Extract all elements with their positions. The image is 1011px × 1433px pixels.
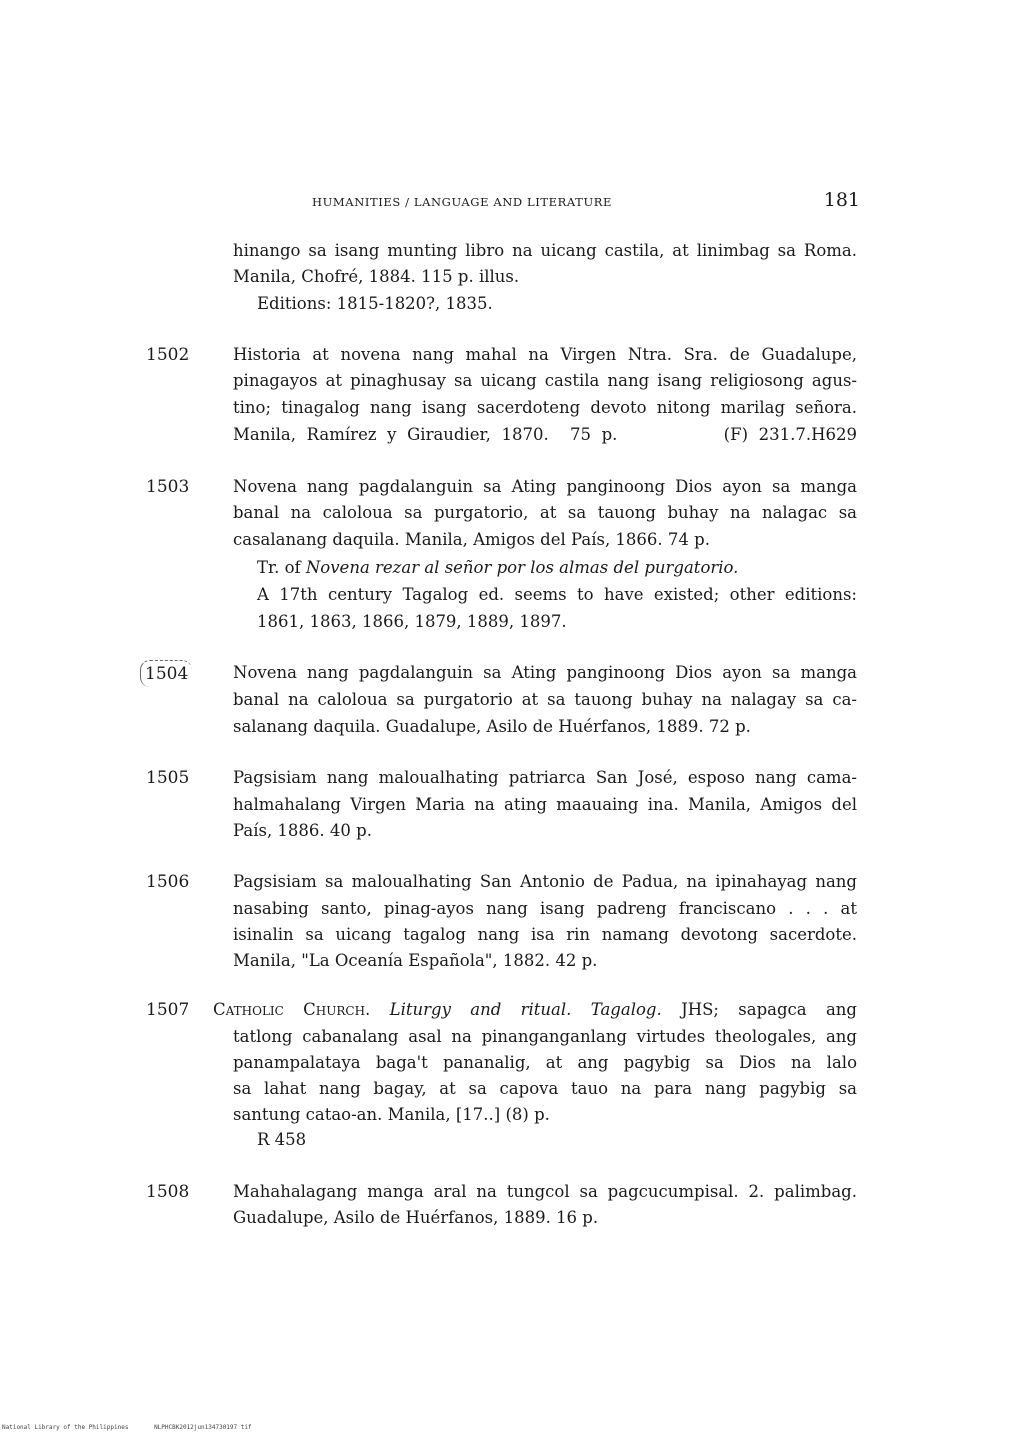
translation-prefix: Tr. of [257,558,306,577]
entry-line: Manila, Ramírez y Giraudier, 1870. 75 p. (F) 231.7.H629 [233,425,857,444]
entry-line: tino; tinagalog nang isang sacerdoteng devoto nitong marilag señora. [233,398,857,417]
entry-note: 1861, 1863, 1866, 1879, 1889, 1897. [257,612,567,631]
entry-number: 1504 [140,660,192,687]
entry-line: isinalin sa uicang tagalog nang isa rin namang devotong sacerdote. [233,925,857,944]
entry-line: banal na caloloua sa purgatorio, at sa tauong buhay na nalagac sa [233,503,857,522]
entry-line: nasabing santo, pinag-ayos nang isang padreng franciscano . . . at [233,899,857,918]
translation-title: Novena rezar al señor por los almas del purgatorio. [305,558,739,577]
entry-line: banal na caloloua sa purgatorio at sa tauong buhay na nalagay sa ca- [233,690,857,709]
entry-line: Guadalupe, Asilo de Huérfanos, 1889. 16 p. [233,1208,599,1227]
page-number: 181 [823,189,860,211]
entry-line: sa lahat nang bagay, at sa capova tauo na para nang pagybig sa [233,1079,857,1098]
entry-line: casalanang daquila. Manila, Amigos del País, 1866. 74 p. [233,530,710,549]
entry-line: tatlong cabanalang asal na pinanganganlang virtudes theologales, ang [233,1027,857,1046]
entry-note: A 17th century Tagalog ed. seems to have existed; other editions: [257,585,857,604]
entry-line: Manila, Chofré, 1884. 115 p. illus. [233,267,520,286]
entry-line: Mahahalagang manga aral na tungcol sa pagcucumpisal. 2. palimbag. [233,1182,857,1201]
entry-number: 1508 [146,1182,190,1202]
entry-number: 1505 [146,768,190,788]
entry-line: santung catao-an. Manila, [17..] (8) p. [233,1105,550,1124]
entry-line: halmahalang Virgen Maria na ating maauaing ina. Manila, Amigos del [233,795,857,814]
entry-author: Catholic Church. [213,1000,371,1019]
entry-line: País, 1886. 40 p. [233,821,372,840]
entry-number: 1506 [146,872,190,892]
entry-line: hinango sa isang munting libro na uicang castila, at linimbag sa Roma. [233,241,857,260]
scan-footer [2,1424,274,1431]
uniform-title: Liturgy and ritual. Tagalog. [389,1000,662,1019]
entry-number: 1503 [146,477,190,497]
entry-line: Novena nang pagdalanguin sa Ating panginoong Dios ayon sa manga [233,477,857,496]
entry-note: R 458 [257,1130,307,1149]
entry-line: Novena nang pagdalanguin sa Ating panginoong Dios ayon sa manga [233,663,857,682]
entry-line: Manila, "La Oceanía Española", 1882. 42 p. [233,951,598,970]
footer-file: NLPHCBK2012jun134730197 tif [154,1424,252,1431]
entry-line: salanang daquila. Guadalupe, Asilo de Huérfanos, 1889. 72 p. [233,717,751,736]
entry-line: Pagsisiam nang maloualhating patriarca San José, esposo nang cama- [233,768,857,787]
entry-line: Pagsisiam sa maloualhating San Antonio de Padua, na ipinahayag nang [233,872,857,891]
entry-line: panampalataya baga't pananalig, at ang pagybig sa Dios na lalo [233,1053,857,1072]
entry-note-translation [257,555,857,581]
entry-line: pinagayos at pinaghusay sa uicang castila nang isang religiosong agus- [233,371,857,390]
entry-heading-line [213,997,857,1023]
running-header [312,189,860,219]
entry-number: 1502 [146,345,190,365]
footer-library: National Library of the Philippines [2,1424,129,1431]
entry-title-start: JHS; sapagca ang [681,1000,857,1019]
entry-number: 1507 [146,1000,190,1020]
running-title: HUMANITIES / LANGUAGE AND LITERATURE [312,195,612,209]
entry-line: Historia at novena nang mahal na Virgen Ntra. Sra. de Guadalupe, [233,345,857,364]
entry-note: Editions: 1815-1820?, 1835. [257,294,493,313]
